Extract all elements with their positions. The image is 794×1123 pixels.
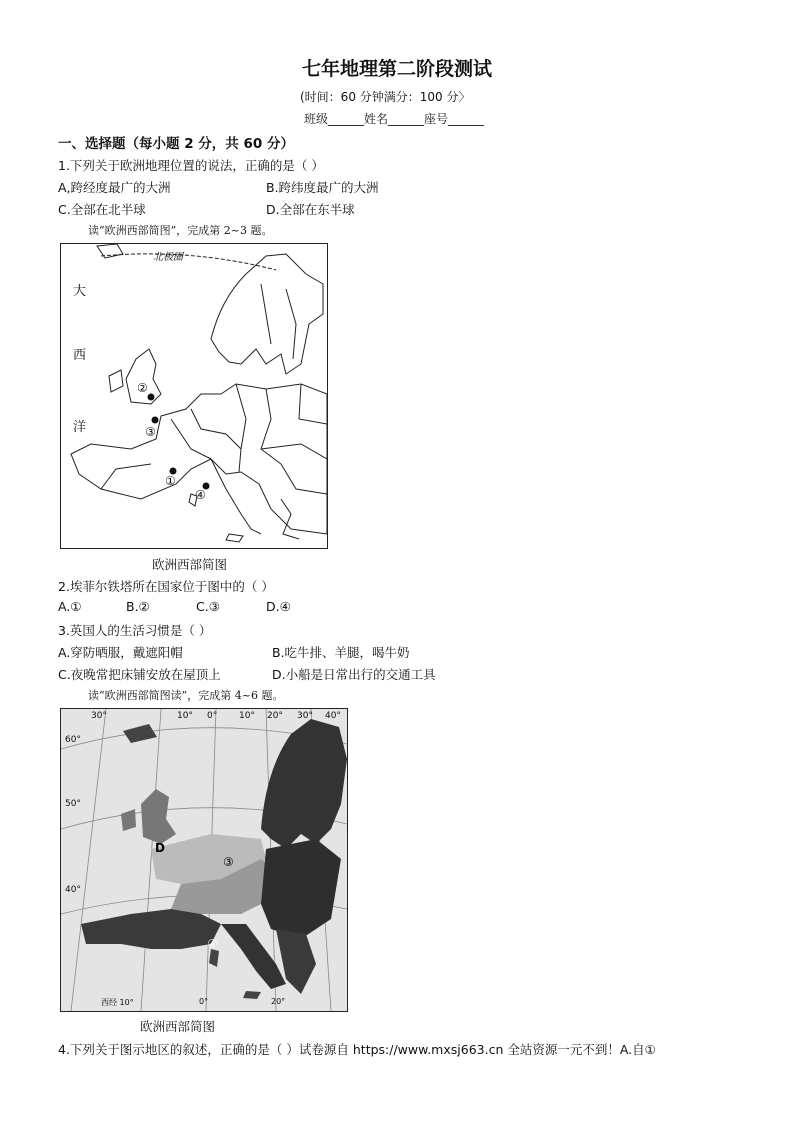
map2-marker-d: D — [155, 841, 165, 855]
lon-label-10e: 10° — [239, 711, 255, 721]
question-2-option-b: B.② — [126, 599, 150, 614]
italy-outline — [211, 459, 261, 534]
lon-label-30e: 30° — [297, 711, 313, 721]
time-info: (时间：60 分钟满分：100 分〉 — [300, 90, 471, 104]
shaded-map-drawing — [61, 709, 347, 1011]
map1-caption: 欧洲西部简图 — [152, 557, 228, 572]
map1-marker-4: ④ — [195, 488, 206, 502]
student-fields-line: 班级______姓名______座号______ — [304, 112, 485, 126]
map2-caption: 欧洲西部简图 — [140, 1019, 216, 1034]
question-3-option-d: D.小船是日常出行的交通工具 — [272, 667, 436, 682]
lon-label-20e: 20° — [267, 711, 283, 721]
question-3-option-c: C.夜晚常把床铺安放在屋顶上 — [58, 667, 221, 682]
arctic-circle-line — [101, 254, 276, 270]
map1-marker-3: ③ — [145, 425, 156, 439]
question-2-option-a: A.① — [58, 599, 82, 614]
question-2-option-d: D.④ — [266, 599, 291, 614]
question-2-stem: 2.埃菲尔铁塔所在国家位于图中的（ ） — [58, 579, 274, 594]
question-1-option-c: C.全部在北半球 — [58, 202, 146, 217]
lon-label-40e: 40° — [325, 711, 341, 721]
map-western-europe-shaded — [60, 708, 348, 1012]
ocean-label-char-2: 西 — [73, 348, 87, 363]
lat-label-40: 40° — [65, 885, 81, 895]
section-heading-choice: 一、选择题（每小题 2 分，共 60 分） — [58, 136, 294, 152]
question-2-option-c: C.③ — [196, 599, 220, 614]
question-1-option-b: B.跨纬度最广的大洲 — [266, 180, 379, 195]
outline-map-drawing — [61, 244, 327, 548]
map2-marker-3: ③ — [223, 855, 234, 869]
mainland-europe-outline — [71, 384, 327, 534]
map1-marker-1: ① — [165, 474, 176, 488]
lat-label-60: 60° — [65, 735, 81, 745]
question-3-option-b: B.吃牛排、羊腿，喝牛奶 — [272, 645, 410, 660]
bottom-lon-label-right: 20° — [271, 997, 286, 1006]
scandinavia-outline — [211, 254, 323, 374]
read-instruction-2: 读“欧洲西部简图读”，完成第 4~6 题。 — [88, 689, 284, 702]
question-1-stem: 1.下列关于欧洲地理位置的说法，正确的是（ ） — [58, 158, 324, 173]
question-3-stem: 3.英国人的生活习惯是（ ） — [58, 623, 212, 638]
lat-label-50: 50° — [65, 799, 81, 809]
question-1-option-d: D.全部在东半球 — [266, 202, 355, 217]
question-4-stem: 4.下列关于图示地区的叙述，正确的是（ ）试卷源自 https://www.mxsj663.cn 全站资源一元不到！A.自① — [58, 1042, 656, 1057]
bottom-lon-label-mid: 0° — [199, 997, 209, 1006]
page-title: 七年地理第二阶段测试 — [301, 58, 492, 80]
ocean-label-char-3: 洋 — [73, 420, 87, 435]
city-dots — [148, 394, 210, 490]
map1-marker-2: ② — [137, 381, 148, 395]
map-western-europe-outline — [60, 243, 328, 549]
lon-label-30w: 30° — [91, 711, 107, 721]
map2-marker-4: ④ — [207, 937, 218, 951]
ireland-outline — [109, 370, 123, 392]
question-1-option-a: A,跨经度最广的大洲 — [58, 180, 171, 195]
lon-label-10w: 10° — [177, 711, 193, 721]
lon-label-0: 0° — [207, 711, 218, 721]
great-britain-outline — [126, 349, 161, 404]
read-instruction-1: 读“欧洲西部简图”，完成第 2~3 题。 — [88, 224, 273, 237]
ocean-label-char-1: 大 — [73, 284, 87, 299]
arctic-circle-label: 北极圈 — [153, 252, 183, 263]
question-3-option-a: A.穿防晒服，戴遮阳帽 — [58, 645, 183, 660]
bottom-lon-label-left: 西经 10° — [101, 998, 134, 1007]
